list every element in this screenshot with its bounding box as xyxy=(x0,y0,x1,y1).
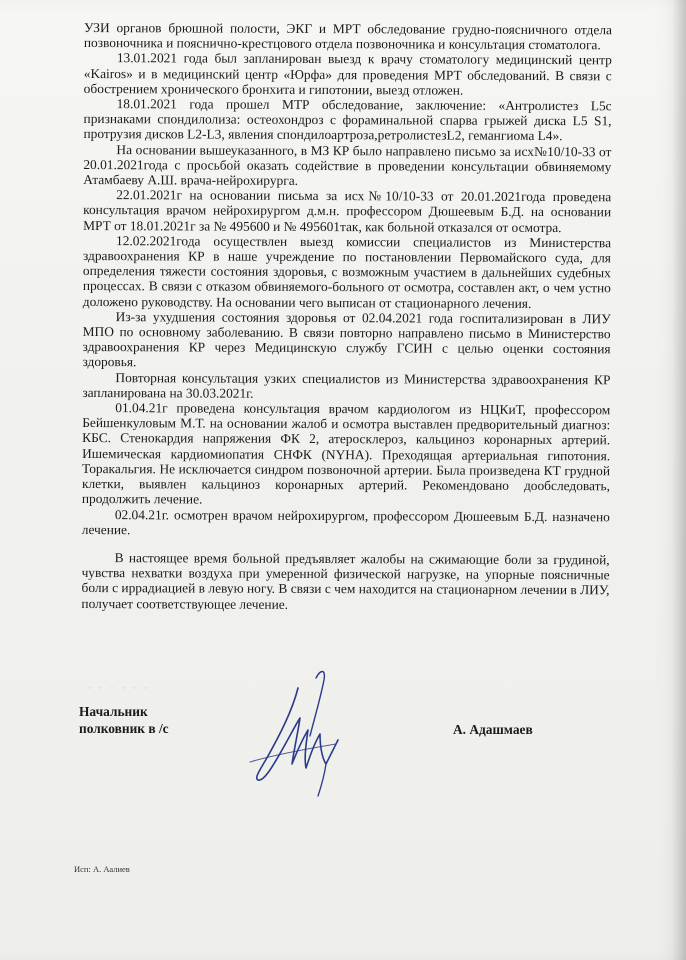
signatory-title xyxy=(79,703,169,737)
paragraph-neurosurgeon-exam: 02.04.21г. осмотрен врачом нейрохирургом, профессором Дюшеевым Б.Д. назначено лечение. xyxy=(81,506,610,537)
document-body xyxy=(81,20,612,613)
paragraph-commission-visit: 12.02.2021года осуществлен выезд комиссии специалистов из Министерства здравоохранения КР в наше учреждение по постановлении Первомайского суда, для определения тяжести состояния здоровья, с возможным участием в дальнейших судебных процессах. В связи с отказом обвиняемого-больного от осмотра, составлен акт, о чем устно доложено руководству. На основании чего выписан от стационарного лечения. xyxy=(82,232,612,311)
signatory-rank: полковник в /с xyxy=(79,721,169,736)
paragraph-ultrasound: УЗИ органов брюшной полости, ЭКГ и МРТ обследование грудно-поясничного отдела позвоночника и пояснично-крестцового отдела позвоночника и консультация стоматолога. xyxy=(83,20,612,53)
paragraph-letter-mz: На основании вышеуказанного, в МЗ КР было направлено письмо за исх№10/10-33 от 20.01.2021года с просьбой оказать содействие в проведении консультации обвиняемому Атамбаеву А.Ш. врача-нейрохирурга. xyxy=(83,141,612,188)
paragraph-hospitalization: Из-за ухудшения состояния здоровья от 02.04.2021 года госпитализирован в ЛИУ МПО по основному заболеванию. В связи повторно направлено письмо в Министерство здравоохранения КР через Медицинскую службу ГСИН с целью оценки состояния здоровья. xyxy=(82,309,611,370)
executor-note: Исп: А. Аалиев xyxy=(74,864,130,874)
paragraph-neurosurgeon-consult: 22.01.2021г на основании письма за исх№10/10-33 от 20.01.2021года проведена консультация врачом нейрохирургом д.м.н. профессором Дюшеевым Б.Д. на основании МРТ от 18.01.2021г за № 495600 и № 495601так, как больной отказался от осмотра. xyxy=(83,187,612,235)
faint-bleedthrough: · · · · · · xyxy=(88,683,151,693)
paragraph-mri-result: 18.01.2021 года прошел МТР обследование, заключение: «Антролистез L5с признаками спондилолиза: остеохондроз с фораминальной спарва грыжей диска L5 S1, протрузия дисков L2-L3, явления спондилоартроза,ретролистезL2, гемангиома L4». xyxy=(83,96,612,144)
signatory-position: Начальник xyxy=(79,704,148,719)
signatory-name: А. Адашмаев xyxy=(453,722,533,737)
handwritten-signature xyxy=(240,660,370,800)
paragraph-dentist-trip: 13.01.2021 года был запланирован выезд к врачу стоматологу медицинский центр «Kairos» и в медицинский центр «Юрфа» для проведения МРТ обследований. В связи с обострением хронического бронхита и гипотонии, выезд отложен. xyxy=(83,50,612,98)
paragraph-repeat-consult: Повторная консультация узких специалистов из Министерства здравоохранения КР запланирована на 30.03.2021г. xyxy=(82,369,611,401)
paragraph-cardiologist: 01.04.21г проведена консультация врачом кардиологом из НЦКиТ, профессором Бейшенкуловым М.Т. на основании жалоб и осмотра выставлен предворительный диагноз: КБС. Стенокардия напряжения ФК 2, атеросклероз, кальциноз коронарных артерий. Ишемическая кардиомиопатия СНФК (NYHA). Преходящая артериальная гипотония. Торакальгия. Не исключается синдром позвоночной артерии. Была произведена КТ грудной клетки, выявлен кальциноз коронарных артерий. Рекомендовано дообследовать, продолжить лечение. xyxy=(81,400,611,507)
page-edge-shadow xyxy=(672,0,686,960)
paragraph-current-state: В настоящее время больной предъявляет жалобы на сжимающие боли за грудиной, чувства нехватки воздуха при умеренной физической нагрузке, на упорные поясничные боли с иррадиацией в левую ногу. В связи с чем находится на стационарном лечении в ЛИУ, получает соответствующее лечение. xyxy=(81,550,610,612)
